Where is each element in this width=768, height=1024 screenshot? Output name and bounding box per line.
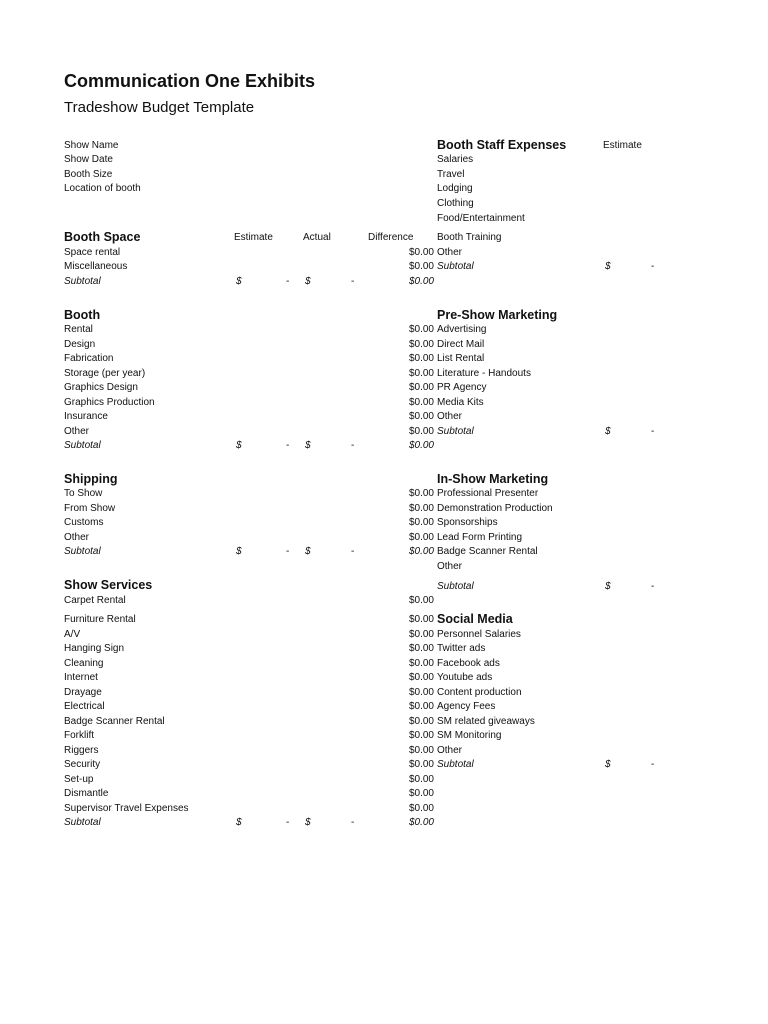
subtotal-dash: - — [651, 261, 655, 272]
section-heading-booth-space: Booth Space — [64, 230, 141, 244]
line-item-label: Demonstration Production — [437, 503, 553, 514]
line-item-label: SM related giveaways — [437, 716, 535, 727]
line-item-label: Lodging — [437, 183, 473, 194]
line-item-label: Set-up — [64, 774, 94, 785]
line-item-label: Fabrication — [64, 353, 114, 364]
line-item-label: Riggers — [64, 745, 99, 756]
subtotal-dash: - — [351, 440, 355, 451]
subtotal-label: Subtotal — [437, 581, 474, 592]
line-item-amount: $0.00 — [408, 643, 434, 654]
line-item-label: Other — [437, 411, 463, 422]
line-item-label: Content production — [437, 687, 522, 698]
line-item-amount: $0.00 — [408, 411, 434, 422]
line-item-label: Twitter ads — [437, 643, 486, 654]
column-header-actual: Actual — [303, 232, 331, 243]
line-item-amount: $0.00 — [408, 382, 434, 393]
subtotal-amount: $0.00 — [408, 440, 434, 451]
line-item-amount: $0.00 — [408, 368, 434, 379]
subtotal-dollar: $ — [305, 546, 311, 557]
line-item-amount: $0.00 — [408, 339, 434, 350]
line-item-label: Graphics Design — [64, 382, 138, 393]
line-item-label: Lead Form Printing — [437, 532, 523, 543]
line-item-label: Travel — [437, 169, 465, 180]
line-item-label: Dismantle — [64, 788, 109, 799]
section-heading-booth: Booth — [64, 308, 101, 322]
line-item-label: Space rental — [64, 247, 121, 258]
subtotal-dollar: $ — [605, 261, 611, 272]
line-item-label: Supervisor Travel Expenses — [64, 803, 189, 814]
line-item-label: Other — [437, 247, 463, 258]
page-subtitle: Tradeshow Budget Template — [64, 99, 255, 116]
line-item-label: Other — [437, 561, 463, 572]
line-item-label: Facebook ads — [437, 658, 500, 669]
line-item-label: List Rental — [437, 353, 485, 364]
line-item-label: Personnel Salaries — [437, 629, 521, 640]
section-heading-in-show-marketing: In-Show Marketing — [437, 472, 549, 486]
subtotal-dollar: $ — [605, 581, 611, 592]
subtotal-label: Subtotal — [64, 817, 101, 828]
info-label: Booth Size — [64, 169, 113, 180]
line-item-amount: $0.00 — [408, 503, 434, 514]
subtotal-dollar: $ — [236, 440, 242, 451]
line-item-label: Other — [64, 532, 90, 543]
section-heading-show-services: Show Services — [64, 578, 153, 592]
line-item-label: Youtube ads — [437, 672, 493, 683]
column-header-estimate: Estimate — [234, 232, 273, 243]
column-header-difference: Difference — [368, 232, 414, 243]
line-item-amount: $0.00 — [408, 658, 434, 669]
section-heading-pre-show-marketing: Pre-Show Marketing — [437, 308, 558, 322]
line-item-label: A/V — [64, 629, 81, 640]
line-item-label: To Show — [64, 488, 103, 499]
line-item-label: Sponsorships — [437, 517, 498, 528]
section-heading-shipping: Shipping — [64, 472, 118, 486]
line-item-amount: $0.00 — [408, 532, 434, 543]
subtotal-dash: - — [651, 426, 655, 437]
line-item-label: Other — [64, 426, 90, 437]
subtotal-label: Subtotal — [437, 261, 474, 272]
subtotal-label: Subtotal — [437, 759, 474, 770]
line-item-amount: $0.00 — [408, 426, 434, 437]
line-item-label: Direct Mail — [437, 339, 485, 350]
subtotal-label: Subtotal — [437, 426, 474, 437]
subtotal-dash: - — [286, 817, 290, 828]
line-item-label: Salaries — [437, 154, 474, 165]
line-item-label: From Show — [64, 503, 116, 514]
line-item-amount: $0.00 — [408, 397, 434, 408]
line-item-label: Badge Scanner Rental — [64, 716, 165, 727]
subtotal-label: Subtotal — [64, 440, 101, 451]
line-item-amount: $0.00 — [408, 353, 434, 364]
page-title: Communication One Exhibits — [64, 71, 316, 91]
line-item-label: Customs — [64, 517, 104, 528]
subtotal-label: Subtotal — [64, 546, 101, 557]
line-item-label: Food/Entertainment — [437, 213, 525, 224]
subtotal-dash: - — [286, 440, 290, 451]
line-item-amount: $0.00 — [408, 595, 434, 606]
line-item-label: Agency Fees — [437, 701, 496, 712]
line-item-label: PR Agency — [437, 382, 487, 393]
line-item-label: Media Kits — [437, 397, 484, 408]
line-item-label: Electrical — [64, 701, 105, 712]
line-item-amount: $0.00 — [408, 324, 434, 335]
column-header-estimate: Estimate — [603, 140, 642, 151]
line-item-label: Miscellaneous — [64, 261, 128, 272]
subtotal-dash: - — [286, 276, 290, 287]
line-item-amount: $0.00 — [408, 672, 434, 683]
line-item-amount: $0.00 — [408, 745, 434, 756]
line-item-label: Carpet Rental — [64, 595, 126, 606]
subtotal-dash: - — [351, 546, 355, 557]
subtotal-dollar: $ — [605, 426, 611, 437]
subtotal-dollar: $ — [236, 817, 242, 828]
subtotal-dollar: $ — [605, 759, 611, 770]
subtotal-dash: - — [286, 546, 290, 557]
line-item-label: Cleaning — [64, 658, 104, 669]
line-item-label: Badge Scanner Rental — [437, 546, 538, 557]
subtotal-dash: - — [651, 759, 655, 770]
line-item-amount: $0.00 — [408, 788, 434, 799]
line-item-label: Graphics Production — [64, 397, 155, 408]
line-item-amount: $0.00 — [408, 716, 434, 727]
subtotal-label: Subtotal — [64, 276, 101, 287]
line-item-label: Professional Presenter — [437, 488, 539, 499]
line-item-label: Drayage — [64, 687, 102, 698]
line-item-label: Internet — [64, 672, 98, 683]
line-item-label: Furniture Rental — [64, 614, 136, 625]
line-item-label: Security — [64, 759, 101, 770]
subtotal-amount: $0.00 — [408, 817, 434, 828]
line-item-label: Literature - Handouts — [437, 368, 531, 379]
line-item-amount: $0.00 — [408, 701, 434, 712]
subtotal-dollar: $ — [236, 546, 242, 557]
line-item-amount: $0.00 — [408, 261, 434, 272]
line-item-label: Clothing — [437, 198, 474, 209]
line-item-amount: $0.00 — [408, 803, 434, 814]
line-item-label: Storage (per year) — [64, 368, 146, 379]
subtotal-dash: - — [651, 581, 655, 592]
subtotal-amount: $0.00 — [408, 546, 434, 557]
subtotal-dollar: $ — [305, 276, 311, 287]
line-item-amount: $0.00 — [408, 687, 434, 698]
line-item-amount: $0.00 — [408, 759, 434, 770]
line-item-label: Other — [437, 745, 463, 756]
line-item-label: Hanging Sign — [64, 643, 125, 654]
info-label: Show Date — [64, 154, 113, 165]
line-item-amount: $0.00 — [408, 614, 434, 625]
line-item-amount: $0.00 — [408, 730, 434, 741]
info-label: Location of booth — [64, 183, 141, 194]
subtotal-amount: $0.00 — [408, 276, 434, 287]
line-item-amount: $0.00 — [408, 774, 434, 785]
info-label: Show Name — [64, 140, 119, 151]
line-item-amount: $0.00 — [408, 629, 434, 640]
subtotal-dash: - — [351, 817, 355, 828]
subtotal-dash: - — [351, 276, 355, 287]
section-heading-social-media: Social Media — [437, 612, 513, 626]
section-heading-booth-staff: Booth Staff Expenses — [437, 138, 567, 152]
line-item-amount: $0.00 — [408, 517, 434, 528]
line-item-label: Booth Training — [437, 232, 502, 243]
line-item-label: Rental — [64, 324, 93, 335]
subtotal-dollar: $ — [305, 817, 311, 828]
line-item-amount: $0.00 — [408, 488, 434, 499]
line-item-label: Insurance — [64, 411, 108, 422]
line-item-label: Design — [64, 339, 96, 350]
line-item-amount: $0.00 — [408, 247, 434, 258]
line-item-label: Advertising — [437, 324, 487, 335]
line-item-label: Forklift — [64, 730, 94, 741]
line-item-label: SM Monitoring — [437, 730, 502, 741]
subtotal-dollar: $ — [305, 440, 311, 451]
subtotal-dollar: $ — [236, 276, 242, 287]
